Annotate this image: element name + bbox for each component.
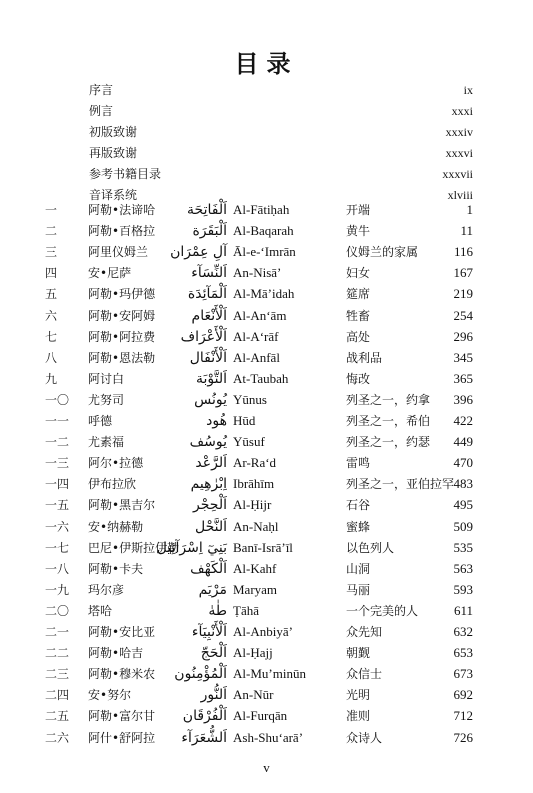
sura-number: 一九 <box>45 582 70 597</box>
sura-number: 一七 <box>45 540 70 555</box>
sura-meaning: 高处 <box>346 329 371 344</box>
sura-transliteration: An-Nūr <box>233 687 274 703</box>
sura-meaning: 筵席 <box>346 287 371 302</box>
sura-chinese-name: 阿勒•安比亚 <box>88 625 156 639</box>
sura-number: 七 <box>45 329 58 344</box>
sura-meaning: 悔改 <box>346 371 371 386</box>
sura-meaning: 光明 <box>346 688 371 703</box>
sura-number: 一四 <box>45 477 70 492</box>
toc-row <box>0 580 533 602</box>
sura-page: 726 <box>453 729 473 745</box>
sura-number: 一六 <box>45 519 70 534</box>
sura-arabic-name: اَلنُّور <box>200 687 227 704</box>
front-matter-page: xxxiv <box>445 125 473 139</box>
toc-row <box>0 517 533 539</box>
sura-arabic-name: طٰهٰ <box>208 602 227 619</box>
toc-row <box>0 411 533 433</box>
sura-chinese-name: 阿什•舒阿拉 <box>88 730 156 745</box>
sura-meaning: 马丽 <box>346 582 371 597</box>
sura-transliteration: An-Naḥl <box>233 518 279 534</box>
sura-meaning: 开端 <box>346 203 371 217</box>
toc-row <box>0 622 533 644</box>
sura-transliteration: Ash-Shu‘arā’ <box>233 729 304 745</box>
front-matter-label: 例言 <box>89 104 114 118</box>
sura-page: 345 <box>453 349 473 365</box>
sura-page: 254 <box>453 307 473 323</box>
toc-row <box>0 263 533 285</box>
sura-meaning: 朝觐 <box>346 646 371 661</box>
front-matter-page: xxxvi <box>445 146 473 160</box>
sura-arabic-name: اَلْفَاتِحَة <box>187 202 227 218</box>
sura-number: 二六 <box>45 730 70 745</box>
sura-transliteration: Al-Ḥijr <box>233 497 272 513</box>
sura-chinese-name: 阿勒•黑吉尔 <box>88 498 156 513</box>
sura-transliteration: Yūsuf <box>233 434 265 450</box>
toc-row <box>0 306 533 328</box>
sura-number: 一一 <box>45 414 70 428</box>
sura-meaning: 众诗人 <box>346 730 383 745</box>
sura-arabic-name: يُوسُف <box>189 434 227 451</box>
toc-row <box>0 559 533 581</box>
sura-number: 二三 <box>45 667 70 682</box>
sura-transliteration: Ṭāhā <box>233 602 259 618</box>
sura-transliteration: Al-Baqarah <box>233 223 294 239</box>
toc-row <box>0 538 533 560</box>
sura-number: 二二 <box>45 646 70 661</box>
sura-meaning: 黄牛 <box>346 224 371 239</box>
sura-transliteration: Al-An‘ām <box>233 307 287 323</box>
sura-transliteration: Banī-Isrā’īl <box>233 539 293 555</box>
sura-number: 二〇 <box>45 603 70 618</box>
sura-chinese-name: 阿勒•玛伊德 <box>88 287 156 302</box>
sura-transliteration: Al-Mu’minūn <box>233 666 306 682</box>
sura-page: 632 <box>453 624 473 639</box>
sura-page: 116 <box>453 244 473 260</box>
sura-chinese-name: 玛尔彦 <box>88 582 125 597</box>
sura-number: 九 <box>45 371 58 386</box>
sura-arabic-name: اَلْكَهْف <box>190 560 227 577</box>
sura-page: 296 <box>453 328 473 344</box>
sura-chinese-name: 伊布拉欣 <box>88 477 137 492</box>
sura-page: 509 <box>453 518 473 534</box>
sura-page: 653 <box>453 645 473 661</box>
sura-chinese-name: 阿勒•卡夫 <box>88 561 144 576</box>
sura-transliteration: Maryam <box>233 581 278 597</box>
sura-meaning: 众信士 <box>346 667 383 682</box>
sura-arabic-name: آلِ عِمْرَان <box>170 244 227 261</box>
sura-meaning: 战利品 <box>346 350 383 365</box>
sura-transliteration: Āl-e-‘Imrān <box>233 244 296 260</box>
sura-number: 一〇 <box>45 392 70 407</box>
toc-row <box>0 369 533 391</box>
sura-chinese-name: 阿讨白 <box>88 371 125 386</box>
sura-page: 470 <box>453 455 473 471</box>
sura-meaning: 山洞 <box>346 561 371 576</box>
sura-page: 495 <box>453 497 473 513</box>
sura-number: 八 <box>45 350 58 365</box>
sura-number: 一五 <box>45 498 70 513</box>
sura-chinese-name: 塔哈 <box>88 603 113 618</box>
front-matter-row <box>0 80 533 102</box>
sura-arabic-name: اَلتَّوْبَة <box>195 370 227 387</box>
sura-arabic-name: اَلْمُؤْمِنُون <box>174 666 227 683</box>
sura-meaning: 众先知 <box>346 625 383 639</box>
sura-transliteration: Al-Anfāl <box>233 349 280 365</box>
toc-row <box>0 200 533 222</box>
sura-page: 535 <box>453 539 473 555</box>
sura-arabic-name: اَلنَّحْل <box>194 518 227 535</box>
sura-page: 593 <box>453 581 473 597</box>
sura-chinese-name: 阿尔•拉德 <box>88 456 144 471</box>
sura-transliteration: Al-Furqān <box>233 708 288 724</box>
front-matter-row <box>0 143 533 165</box>
sura-transliteration: Al-Fātiḥah <box>233 202 290 217</box>
sura-arabic-name: اَلْأَعْرَاف <box>180 328 227 345</box>
sura-transliteration: Yūnus <box>233 391 267 407</box>
sura-arabic-name: يُونُس <box>194 391 227 408</box>
sura-meaning: 石谷 <box>346 498 371 513</box>
sura-chinese-name: 阿勒•百格拉 <box>88 224 156 239</box>
front-matter-label: 参考书籍目录 <box>89 167 162 181</box>
front-matter-page: ix <box>463 83 473 97</box>
sura-meaning: 列圣之一，希伯 <box>346 414 431 428</box>
sura-meaning: 列圣之一，亚伯拉罕 <box>346 477 455 492</box>
sura-meaning: 雷鸣 <box>346 456 371 471</box>
sura-transliteration: Hūd <box>233 413 256 428</box>
sura-meaning: 蜜蜂 <box>346 519 371 534</box>
sura-page: 611 <box>453 602 473 618</box>
front-matter-page: xxxvii <box>442 167 473 181</box>
front-matter-row <box>0 101 533 123</box>
sura-meaning: 妇女 <box>346 266 371 281</box>
sura-arabic-name: اَلشُّعَرَآء <box>181 729 227 746</box>
sura-meaning: 一个完美的人 <box>346 603 419 618</box>
toc-row <box>0 453 533 475</box>
sura-chinese-name: 呼德 <box>88 414 113 428</box>
front-matter-label: 再版致谢 <box>89 146 138 160</box>
sura-number: 二 <box>45 224 58 239</box>
sura-page: 365 <box>453 370 473 386</box>
toc-row <box>0 685 533 707</box>
toc-row <box>0 390 533 412</box>
sura-number: 二五 <box>45 709 70 724</box>
sura-transliteration: Al-Kahf <box>233 560 277 576</box>
sura-page: 167 <box>453 265 473 281</box>
sura-number: 一二 <box>45 435 70 450</box>
sura-arabic-name: اَلْأَنْفَال <box>189 349 227 366</box>
sura-chinese-name: 阿勒•法谛哈 <box>88 203 156 217</box>
sura-number: 一 <box>45 203 58 217</box>
toc-row <box>0 664 533 686</box>
front-matter-label: 音译系统 <box>89 188 138 202</box>
sura-transliteration: Ibrāhīm <box>233 476 275 492</box>
sura-arabic-name: اِبْرٰهِيم <box>190 476 227 493</box>
sura-arabic-name: اَلنِّسَآء <box>191 265 227 282</box>
page-number: v <box>263 760 270 775</box>
sura-chinese-name: 阿勒•富尔甘 <box>88 709 156 724</box>
toc-row <box>0 242 533 264</box>
front-matter-row <box>0 164 533 186</box>
sura-chinese-name: 阿勒•哈吉 <box>88 646 144 661</box>
sura-page: 396 <box>453 391 473 407</box>
sura-transliteration: Al-Ḥajj <box>233 645 273 661</box>
front-matter-label: 初版致谢 <box>89 125 138 139</box>
sura-arabic-name: بَنِيٓ اِسْرَآئِيل <box>156 539 227 556</box>
sura-arabic-name: اَلْأَنْعَام <box>191 307 227 324</box>
front-matter-page: xlviii <box>447 188 473 202</box>
sura-transliteration: Al-Anbiyā’ <box>233 624 293 639</box>
sura-number: 三 <box>45 245 58 260</box>
toc-row <box>0 327 533 349</box>
sura-transliteration: At-Taubah <box>233 370 289 386</box>
sura-number: 一八 <box>45 561 70 576</box>
sura-meaning: 列圣之一，约拿 <box>346 392 431 407</box>
toc-row <box>0 706 533 728</box>
page-title: 目录 <box>234 50 299 78</box>
sura-page: 483 <box>453 476 473 492</box>
toc-row <box>0 284 533 306</box>
sura-chinese-name: 安•努尔 <box>88 688 132 703</box>
sura-transliteration: Al-Mā’idah <box>233 286 295 302</box>
sura-number: 五 <box>45 287 58 302</box>
sura-arabic-name: مَرْيَم <box>198 581 227 598</box>
sura-page: 1 <box>466 202 473 217</box>
sura-number: 一三 <box>45 456 70 471</box>
sura-transliteration: An-Nisā’ <box>233 265 282 281</box>
sura-arabic-name: اَلْحَجّ <box>200 645 227 662</box>
toc-row <box>0 432 533 454</box>
sura-page: 673 <box>453 666 473 682</box>
toc-row <box>0 348 533 370</box>
sura-page: 11 <box>460 223 473 239</box>
sura-chinese-name: 阿勒•穆米农 <box>88 667 156 682</box>
sura-meaning: 准则 <box>346 709 371 724</box>
toc-row <box>0 474 533 496</box>
sura-chinese-name: 尤努司 <box>88 392 125 407</box>
toc-row <box>0 601 533 623</box>
sura-meaning: 仪姆兰的家属 <box>346 245 419 260</box>
toc-row <box>0 643 533 665</box>
front-matter-page: xxxi <box>451 104 473 118</box>
sura-page: 563 <box>453 560 473 576</box>
sura-meaning: 列圣之一，约瑟 <box>346 435 431 450</box>
sura-chinese-name: 安•纳赫勒 <box>88 519 144 534</box>
sura-arabic-name: اَلرَّعْد <box>195 455 227 472</box>
sura-transliteration: Ar-Ra‘d <box>233 455 277 471</box>
sura-arabic-name: اَلْحِجْر <box>193 497 227 514</box>
sura-number: 四 <box>45 266 58 281</box>
sura-page: 449 <box>453 434 473 450</box>
sura-page: 219 <box>453 286 473 302</box>
sura-page: 692 <box>453 687 473 703</box>
sura-chinese-name: 阿里仪姆兰 <box>88 245 149 260</box>
sura-arabic-name: اَلْبَقَرَة <box>192 223 227 240</box>
front-matter-row <box>0 122 533 144</box>
sura-chinese-name: 巴尼•伊斯拉伊勒 <box>88 540 180 555</box>
sura-page: 422 <box>453 413 473 428</box>
toc-row <box>0 495 533 517</box>
sura-number: 二四 <box>45 688 70 703</box>
sura-arabic-name: اَلْفُرْقَان <box>182 708 227 725</box>
sura-meaning: 以色列人 <box>346 540 395 555</box>
front-matter-label: 序言 <box>89 83 114 97</box>
sura-chinese-name: 安•尼萨 <box>88 266 132 281</box>
sura-arabic-name: اَلْأَنْبِيَآء <box>191 624 227 640</box>
sura-number: 六 <box>45 308 58 323</box>
sura-chinese-name: 阿勒•阿拉费 <box>88 329 156 344</box>
sura-arabic-name: اَلْمَآئِدَة <box>187 286 227 303</box>
sura-transliteration: Al-A‘rāf <box>233 328 279 344</box>
sura-arabic-name: هُود <box>206 413 227 429</box>
sura-chinese-name: 阿勒•安阿姆 <box>88 308 156 323</box>
sura-chinese-name: 阿勒•恩法勒 <box>88 350 156 365</box>
toc-row <box>0 728 533 750</box>
toc-row <box>0 221 533 243</box>
sura-page: 712 <box>453 708 473 724</box>
sura-chinese-name: 尤素福 <box>88 435 125 450</box>
sura-meaning: 牲畜 <box>346 308 371 323</box>
sura-number: 二一 <box>45 625 70 639</box>
